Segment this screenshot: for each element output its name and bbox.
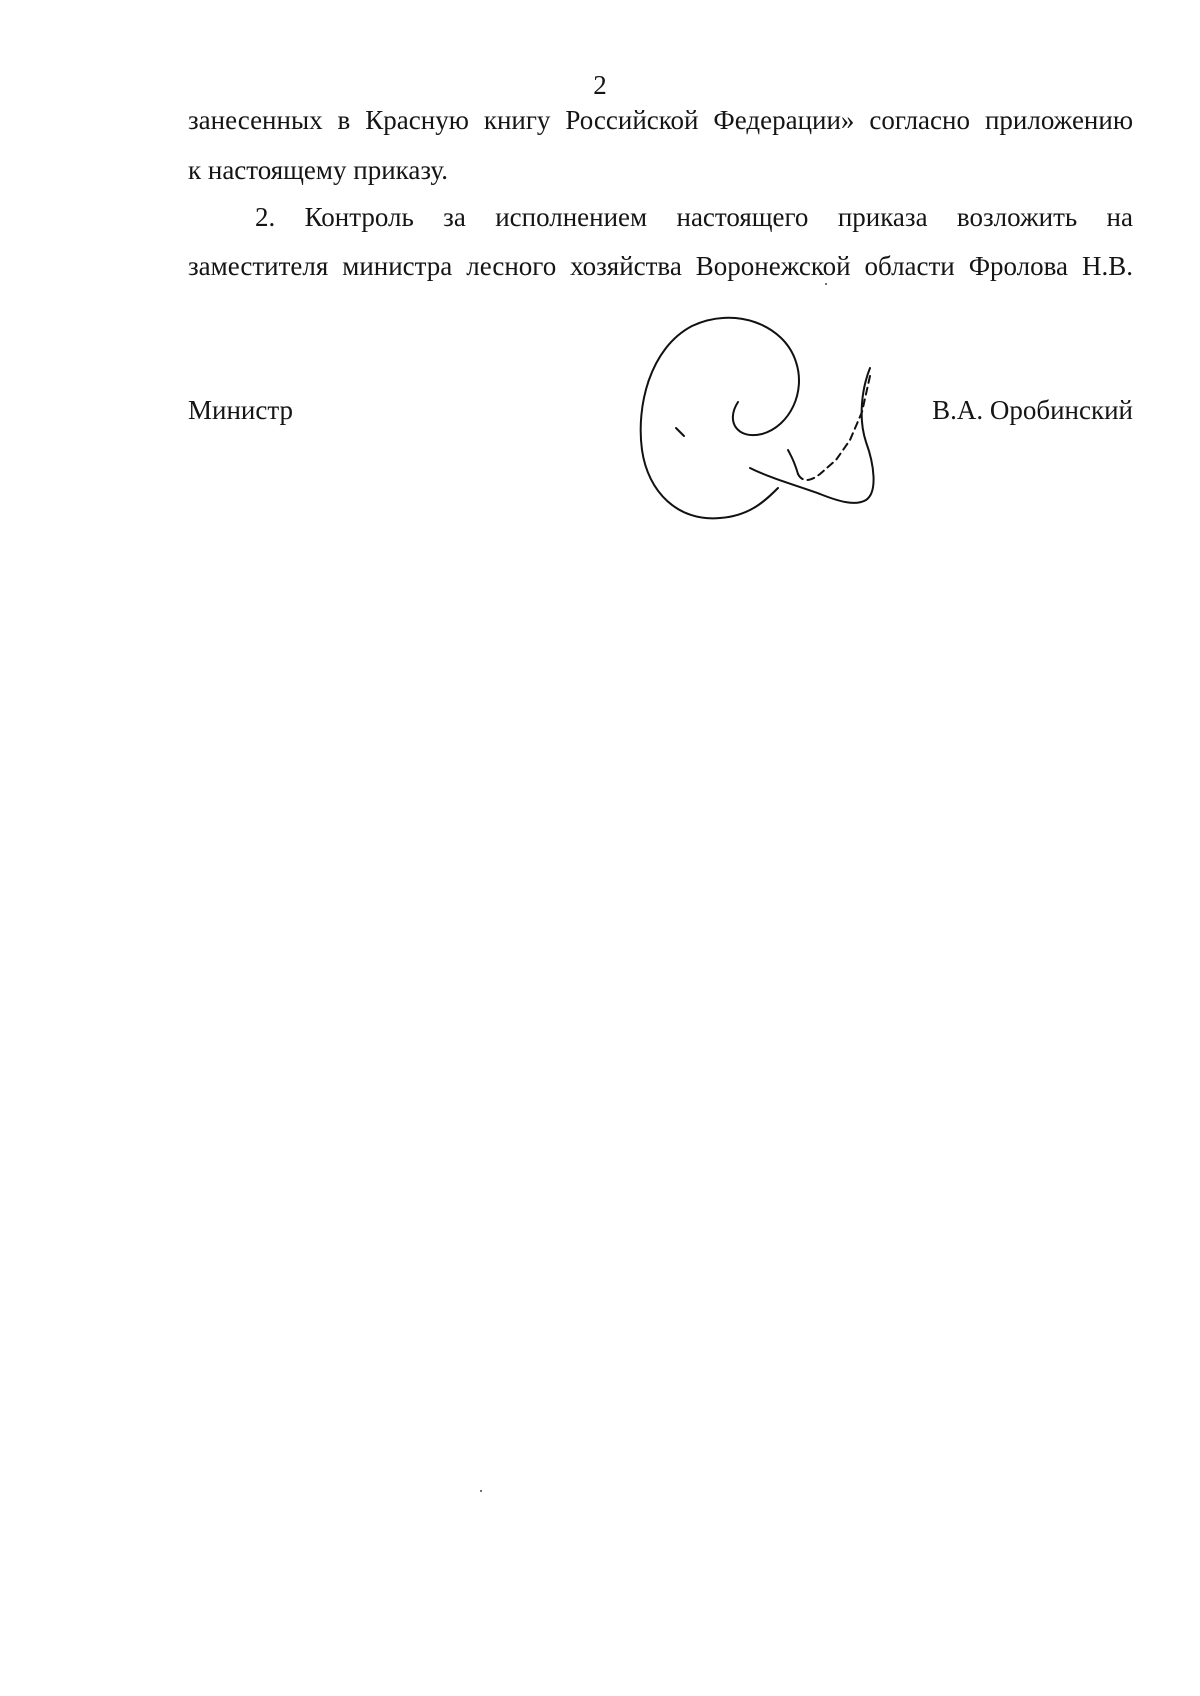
page-number: 2 xyxy=(593,70,607,100)
signature-tail xyxy=(788,450,798,474)
paragraph-1-line-2: к настоящему приказу. xyxy=(188,155,448,185)
signature-tick xyxy=(676,428,684,436)
signatory-name: В.А. Оробинский xyxy=(932,395,1133,425)
paragraph-1-line-1: занесенных в Красную книгу Российской Федерации» согласно приложению xyxy=(188,105,1133,135)
scan-speck xyxy=(480,1490,482,1492)
signature-main-loop xyxy=(641,318,799,519)
signature-lower-stroke xyxy=(750,368,874,503)
scan-speck xyxy=(825,283,827,285)
handwritten-signature xyxy=(630,310,910,530)
signatory-role: Министр xyxy=(188,395,293,425)
signature-dashed-stroke xyxy=(798,376,870,480)
paragraph-2-line-2: заместителя министра лесного хозяйства Воронежской области Фролова Н.В. xyxy=(188,251,1133,281)
paragraph-2-line-1: 2. Контроль за исполнением настоящего приказа возложить на xyxy=(255,202,1133,232)
